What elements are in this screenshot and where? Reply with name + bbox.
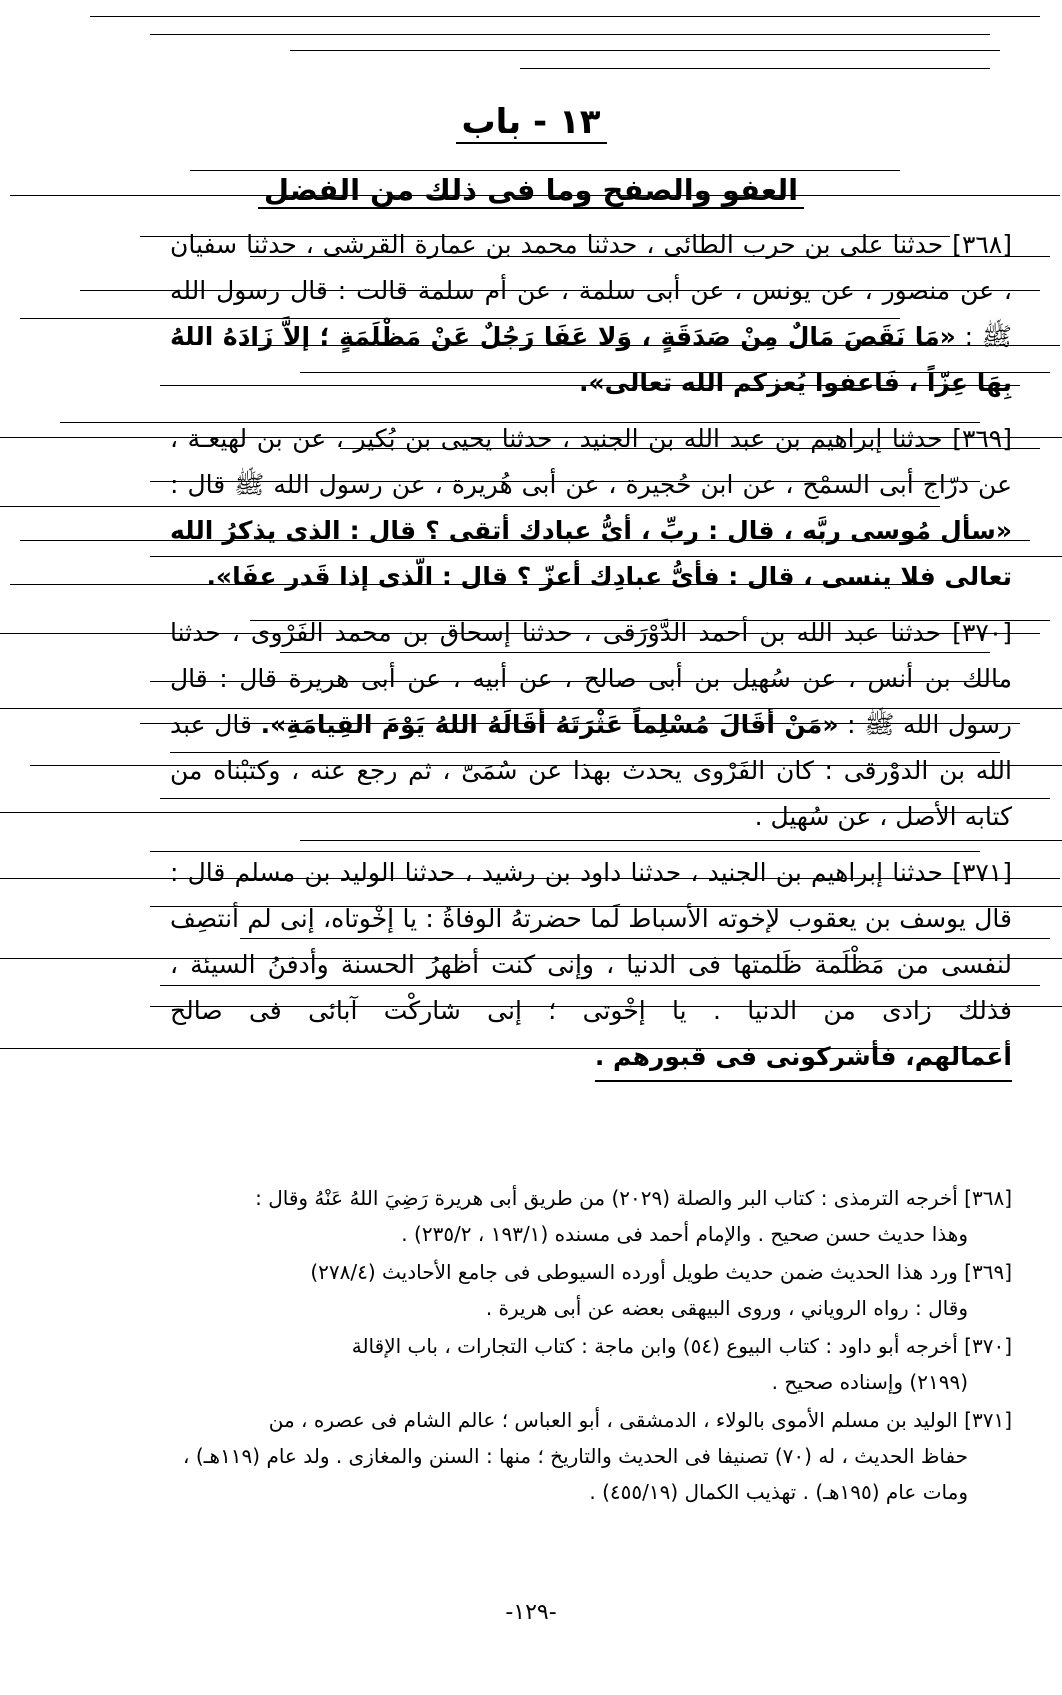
hadith-chain: حدثنا عبد الله بن أحمد الدَّوْرَقى ، حدثنا إسحاق بن محمد الفَرْوى ، حدثنا مالك بن أنس ، عن سُهيل بن أبى صالح ، عن أبيه ، عن أبى هريرة قال : قال رسول الله ﷺ : xyxy=(170,618,1013,739)
hadith-comment: قال عبد الله بن الدوْرقى : كان الفَرْوى يحدث بهذا عن سُمَىّ ، ثم رجع عنه ، وكتبْناه من كتابه الأصل ، عن سُهيل . xyxy=(170,710,1012,831)
chapter-title-text: ١٣ - باب xyxy=(456,102,607,144)
footnote-number: [٣٦٨] xyxy=(964,1186,1012,1210)
footnote-continuation: حفاظ الحديث ، له (٧٠) تصنيفا فى الحديث والتاريخ ؛ منها : السنن والمغازى . ولد عام (١١٩هـ) ، ومات عام (١٩٥هـ) . تهذيب الكمال (٤٥٥/١٩) . xyxy=(183,1444,968,1504)
footnote-370 xyxy=(170,1328,1012,1400)
hadith-369 xyxy=(170,416,1012,600)
hadith-370 xyxy=(170,610,1012,840)
hadith-quote: «سأل مُوسى ربَّه ، قال : ربِّ ، أىُّ عبادك أتقى ؟ قال : الذى يذكرُ الله تعالى فلا ينسى ، قال : فأىُّ عبادِك أعزّ ؟ قال : الّذى إذا قَدر عفَا». xyxy=(170,516,1012,591)
scan-line xyxy=(520,68,990,69)
hadith-chain: حدثنا إبراهيم بن عبد الله بن الجنيد ، حدثنا يحيى بن بُكير ، عن بن لهيعـة ، عن درّاج أبى السمْح ، عن ابن حُجيرة ، عن أبى هُريرة ، عن رسول الله ﷺ قال : xyxy=(170,424,1012,499)
section-title-text: العفو والصفح وما فى ذلك من الفضل xyxy=(258,173,804,209)
footnote-continuation: وقال : رواه الروياني ، وروى البيهقى بعضه عن أبى هريرة . xyxy=(485,1296,968,1320)
hadith-quote: «مَنْ أقَالَ مُسْلِماً عَثْرَتَهُ أقَالَهُ اللهُ يَوْمَ القِيامَةِ». xyxy=(260,710,839,739)
footnote-text: ورد هذا الحديث ضمن حديث طويل أورده السيوطى فى جامع الأحاديث (٢٧٨/٤) xyxy=(310,1260,958,1284)
footnote-371 xyxy=(170,1402,1012,1510)
hadith-number: [٣٦٩] xyxy=(952,424,1013,453)
footnote-number: [٣٧١] xyxy=(964,1408,1012,1432)
scan-line xyxy=(90,16,1040,17)
footnote-368 xyxy=(170,1180,1012,1252)
section-title xyxy=(0,170,1062,210)
footnotes xyxy=(170,1180,1012,1512)
hadith-number: [٣٧١] xyxy=(952,858,1013,887)
footnote-text: الوليد بن مسلم الأموى بالولاء ، الدمشقى ، أبو العباس ؛ عالم الشام فى عصره ، من xyxy=(268,1408,958,1432)
footnote-text: أخرجه أبو داود : كتاب البيوع (٥٤) وابن ماجة : كتاب التجارات ، باب الإقالة xyxy=(351,1334,958,1358)
hadith-number: [٣٧٠] xyxy=(952,618,1012,647)
footnote-number: [٣٦٩] xyxy=(964,1260,1012,1284)
hadith-quote: «مَا نَقَصَ مَالٌ مِنْ صَدَقَةٍ ، وَلا عَفَا رَجُلٌ عَنْ مَظْلَمَةٍ ؛ إلاَّ زَادَهُ اللهُ بِهَا عِزّاً ، فَاعفوا يُعزكم الله تعالى». xyxy=(170,322,1012,397)
hadith-368 xyxy=(170,222,1012,406)
footnote-text: أخرجه الترمذى : كتاب البر والصلة (٢٠٢٩) من طريق أبى هريرة رَضِيَ اللهُ عَنْهُ وقال : xyxy=(255,1186,958,1210)
footnote-continuation: وهذا حديث حسن صحيح . والإمام أحمد فى مسنده (١٩٣/١ ، ٢٣٥/٢) . xyxy=(401,1222,968,1246)
hadith-closing: أعمالهم، فأشركونى فى قبورهم . xyxy=(595,1034,1012,1082)
page-number: -١٢٩- xyxy=(505,1600,557,1625)
footnote-continuation: (٢١٩٩) وإسناده صحيح . xyxy=(771,1370,968,1394)
hadith-chain: حدثنا على بن حرب الطائى ، حدثنا محمد بن عمارة القرشى ، حدثنا سفيان ، عن منصور ، عن يونس ، عن أبى سلمة ، عن أم سلمة قالت : قال رسول الله ﷺ : xyxy=(170,230,1012,351)
scan-line xyxy=(150,34,990,35)
hadith-number: [٣٦٨] xyxy=(952,230,1012,259)
footnote-369 xyxy=(170,1254,1012,1326)
hadith-body xyxy=(170,222,1012,1092)
hadith-chain: حدثنا إبراهيم بن الجنيد ، حدثنا داود بن رشيد ، حدثنا الوليد بن مسلم قال : قال يوسف بن يعقوب لإخوته الأسباط لَما حضرتهُ الوفاةُ : يا إخْوتاه، إنى لم أنتصِف لنفسى من مَظْلَمة ظَلمتها فى الدنيا ، وإنى كنت أظهرُ الحسنة وأدفنُ السيئة ، فذلك زادى من الدنيا . يا إخْوتى ؛ إنى شاركْت آبائى فى صالح xyxy=(170,858,1012,1025)
chapter-title xyxy=(0,100,1062,144)
footnote-number: [٣٧٠] xyxy=(964,1334,1012,1358)
hadith-371 xyxy=(170,850,1012,1082)
scan-line xyxy=(290,50,1000,51)
